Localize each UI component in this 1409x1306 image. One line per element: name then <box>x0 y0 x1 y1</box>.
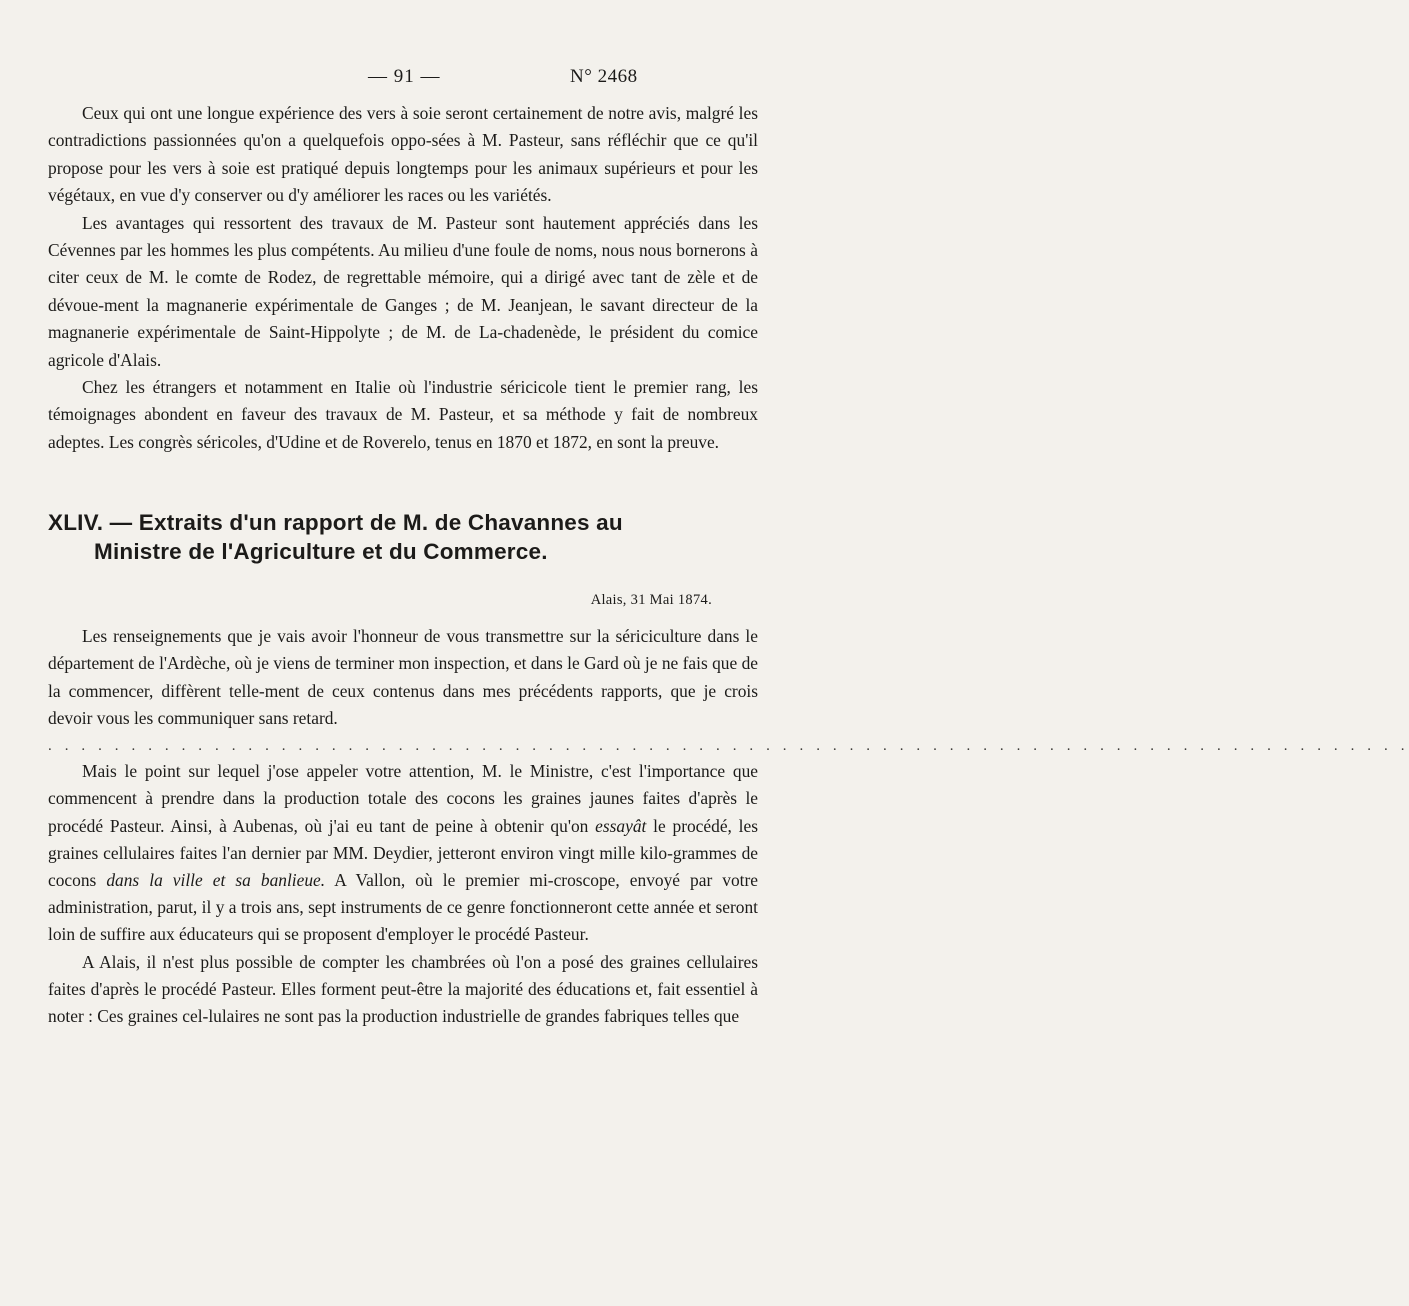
letter-paragraph-2 <box>48 758 758 948</box>
letter-dateline: Alais, 31 Mai 1874. <box>590 592 712 609</box>
letter-paragraph-2-part-a: Mais le point sur lequel j'ose appeler votre attention, M. le Ministre, c'est l'importance que commencent à prendre dans la production totale des cocons les graines jaunes faites d'après le procédé Pasteur. Ainsi, à Aubenas, où j'ai eu tant de peine à obtenir qu'on <box>48 761 758 836</box>
body-paragraph-3: Chez les étrangers et notamment en Italie où l'industrie séricicole tient le premier rang, les témoignages abondent en faveur des travaux de M. Pasteur, et sa méthode y fait de nombreux adeptes. Les congrès séricoles, d'Udine et de Roverelo, tenus en 1870 et 1872, en sont la preuve. <box>48 377 758 452</box>
page-header <box>48 66 758 100</box>
document-number: N° 2468 <box>570 66 638 87</box>
section-title-line-1: XLIV. — Extraits d'un rapport de M. de Chavannes au <box>48 510 623 536</box>
body-paragraph-1: Ceux qui ont une longue expérience des vers à soie seront certainement de notre avis, malgré les contradictions passionnées qu'on a quelquefois oppo-sées à M. Pasteur, sans réfléchir que ce qu'il propose pour les vers à soie est pratiqué depuis longtemps pour les animaux supérieurs et pour les végétaux, en vue d'y conserver ou d'y améliorer les races ou les variétés. <box>48 103 758 206</box>
letter-paragraph-2-part-b: le procédé, les graines cellulaires faites l'an dernier par MM. Deydier, jetteront environ vingt mille kilo-grammes de cocons <box>48 815 758 890</box>
letter-paragraph-2-part-c: A Vallon, où le premier mi-croscope, envoyé par votre administration, parut, il y a trois ans, sept instruments de ce genre fonctionneront cette année et seront loin de suffire aux éducateurs qui se proposent d'employer le procédé Pasteur. <box>48 869 759 945</box>
section-gap <box>48 456 758 508</box>
ellipsis-line: . . . . . . . . . . . . . . . . . . . . . . . . . . . . . . . . . . . . . . . . . . . . . . . . . . . . . . . . . . . . . . . . . . . . . . . . . . . . . . . . . . <box>48 738 1409 755</box>
section-title <box>48 508 758 566</box>
section-title-line-2: Ministre de l'Agriculture et du Commerce. <box>94 539 548 565</box>
letter-paragraph-2-italic-1: essayât <box>595 815 647 836</box>
page-number: — 91 — <box>368 66 441 87</box>
letter-paragraph-3: A Alais, il n'est plus possible de compter les chambrées où l'on a posé des graines cellulaires faites d'après le procédé Pasteur. Elles forment peut-être la majorité des éducations et, fait essentiel à noter : Ces graines cel-lulaires ne sont pas la production industrielle de grandes fabriques telles que <box>48 951 758 1026</box>
letter-paragraph-1: Les renseignements que je vais avoir l'honneur de vous transmettre sur la sériciculture dans le département de l'Ardèche, où je viens de terminer mon inspection, et dans le Gard où je ne fais que de la commencer, diffèrent telle-ment de ceux contenus dans mes précédents rapports, que je crois devoir vous les communiquer sans retard. <box>48 626 758 728</box>
letter-paragraph-2-italic-2: dans la ville et sa banlieue. <box>106 869 326 890</box>
body-paragraph-2: Les avantages qui ressortent des travaux de M. Pasteur sont hautement appréciés dans les Cévennes par les hommes les plus compétents. Au milieu d'une foule de noms, nous nous bornerons à citer ceux de M. le comte de Rodez, de regrettable mémoire, qui a dirigé avec tant de zèle et de dévoue-ment la magnanerie expérimentale de Ganges ; de M. Jeanjean, le savant directeur de la magnanerie expérimentale de Saint-Hippolyte ; de M. de La-chadenède, le président du comice agricole d'Alais. <box>48 212 758 370</box>
